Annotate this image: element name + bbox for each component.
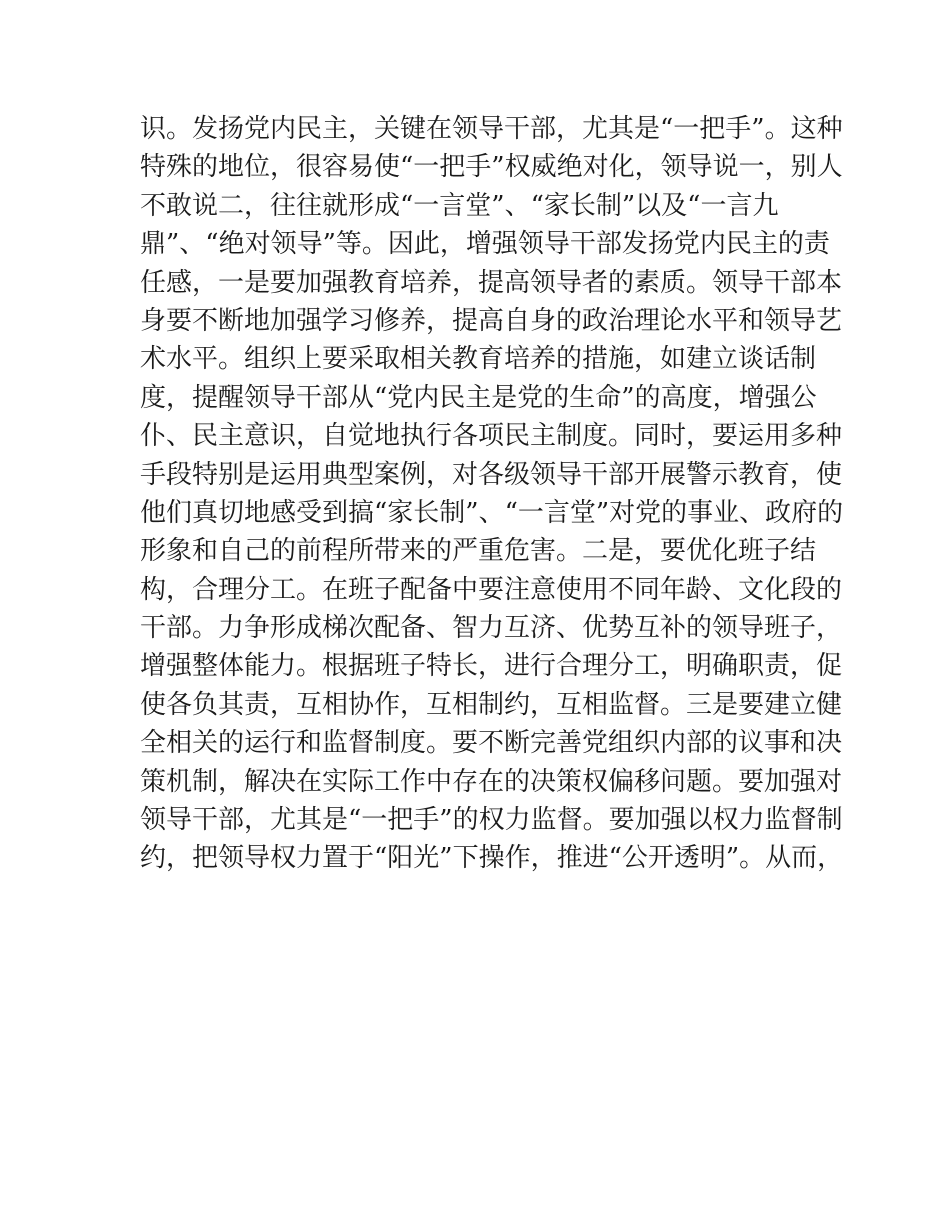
text-line: 全相关的运行和监督制度。要不断完善党组织内部的议事和决 (140, 728, 843, 759)
text-line: 他们真切地感受到搞“家长制”、“一言堂”对党的事业、政府的 (140, 497, 844, 528)
text-line: 手段特别是运用典型案例，对各级领导干部开展警示教育，使 (140, 459, 843, 490)
text-line: 构，合理分工。在班子配备中要注意使用不同年龄、文化段的 (140, 574, 843, 605)
text-line: 使各负其责，互相协作，互相制约，互相监督。三是要建立健 (140, 689, 843, 720)
text-line: 形象和自己的前程所带来的严重危害。二是，要优化班子结 (140, 536, 817, 567)
text-line: 约，把领导权力置于“阳光”下操作，推进“公开透明”。从而， (140, 843, 844, 874)
text-line: 策机制，解决在实际工作中存在的决策权偏移问题。要加强对 (140, 766, 843, 797)
text-line: 身要不断地加强学习修养，提高自身的政治理论水平和领导艺 (140, 305, 843, 336)
text-line: 任感，一是要加强教育培养，提高领导者的素质。领导干部本 (140, 267, 843, 298)
text-line: 鼎”、“绝对领导”等。因此，增强领导干部发扬党内民主的责 (140, 229, 830, 260)
text-line: 度，提醒领导干部从“党内民主是党的生命”的高度，增强公 (140, 382, 817, 413)
text-line: 仆、民主意识，自觉地执行各项民主制度。同时，要运用多种 (140, 421, 843, 452)
text-line: 不敢说二，往往就形成“一言堂”、“家长制”以及“一言九 (140, 190, 779, 221)
text-line: 领导干部，尤其是“一把手”的权力监督。要加强以权力监督制 (140, 805, 843, 836)
body-paragraph (140, 110, 844, 878)
text-line: 增强整体能力。根据班子特长，进行合理分工，明确职责，促 (140, 651, 843, 682)
text-line: 识。发扬党内民主，关键在领导干部，尤其是“一把手”。这种 (140, 114, 843, 144)
text-line: 干部。力争形成梯次配备、智力互济、优势互补的领导班子， (140, 613, 843, 644)
text-line: 特殊的地位，很容易使“一把手”权威绝对化，领导说一，别人 (140, 152, 843, 183)
text-line: 术水平。组织上要采取相关教育培养的措施，如建立谈话制 (140, 344, 817, 375)
